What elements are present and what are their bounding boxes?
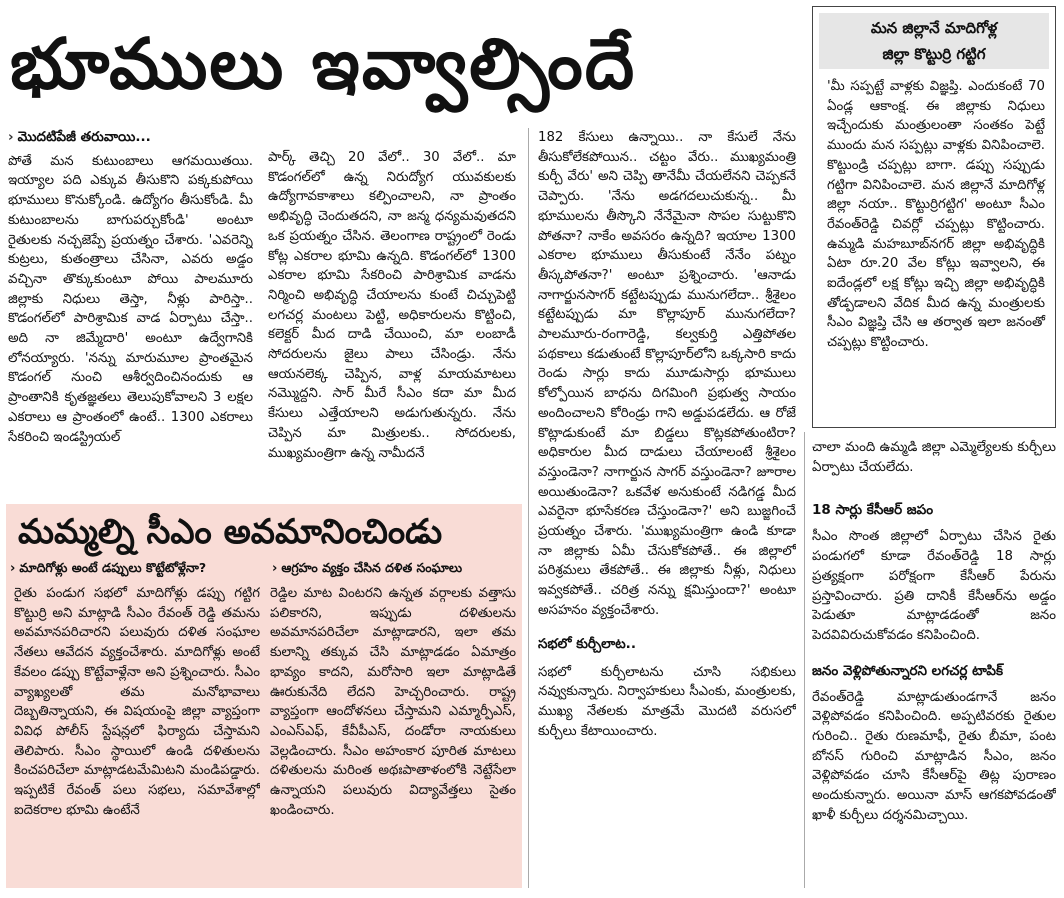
column-3-tail-text: సభలో కుర్చీలాటను చూసి సభికులు నవ్వుకున్నారు. నిర్వాహకులు సీఎంకు, మంత్రులకు, ముఖ్య నేతలకు మాత్రమే మొదటి వరుసలో కుర్చీలు కేటాయించారు. xyxy=(538,664,796,739)
column-4-bottom-text: రేవంత్‌రెడ్డి మాట్లాడుతుండగానే జనం వెళ్లిపోవడం కనిపించింది. అప్పటివరకు రైతుల గురించి.. రైతు రుణమాఫీ, రైతు బీమా, పంట బోనస్ గురించి మాట్లాడిన సీఎం, జనం వెళ్లిపోవడం చూసి కేసీఆర్‌పై తిట్ల పురాణం అందుకున్నారు. అయినా మాస్ ఆగకపోవడంతో ఖాళీ కుర్చీలు దర్శనమిచ్చాయి. xyxy=(812,689,1056,823)
arrow-right-icon: › xyxy=(10,561,16,576)
kicker-text: మొదటిపేజీ తరువాయి... xyxy=(17,129,151,145)
tag-left-text: మాదిగోళ్లు అంటే డప్పులు కొట్టేటోళ్లేనా? xyxy=(19,560,207,575)
sub-article-column-right xyxy=(270,584,516,884)
article-column-3 xyxy=(538,128,796,888)
sidebar-box xyxy=(812,6,1056,428)
column-divider xyxy=(804,432,805,888)
sub-article-left-text: రైతు పండుగ సభలో మాదిగోళ్లు డప్పు గట్టిగ కొట్టుర్రి అని మాట్లాడి సీఎం రేవంత్ రెడ్డి తమను అవమానపరిచారని పలువురు దళిత సంఘాల నేతలు ఆవేదన వ్యక్తంచేశారు. మాదిగోళ్లు అంటే కేవలం డప్పు కొట్టేవాళ్లేనా అని ప్రశ్నించారు. సీఎం వ్యాఖ్యలతో తమ మనోభావాలు దెబ్బతిన్నాయని, ఈ విషయంపై జిల్లా వ్యాప్తంగా వివిధ పోలీస్ స్టేషన్లలో ఫిర్యాదు చేస్తామని తెలిపారు. సీఎం స్థాయిలో ఉండి దళితులను కించపరిచేలా మాట్లాడటమేమిటని మండిపడ్డారు. ఇప్పటికే రేవంత్ పలు సభలు, సమావేశాల్లో ఐదెకరాల భూమి ఉంటేనే xyxy=(14,586,260,818)
sidebar-body: 'మీ సప్పట్టే వాళ్లకు విజ్ఞప్తి. ఎందుకంటే 70 ఏండ్ల ఆకాంక్ష. ఈ జిల్లాకు నిధులు ఇచ్చేందుకు మంత్రులంతా సంతకం పెట్టే ముందు మన సప్పట్లు వాళ్లకు వినిపించాలె. కొట్టుండ్రి చప్పట్లు బాగా. డప్పు సప్పుడు గట్టిగా వినిపించాలె. మన జిల్లానే మాదిగోళ్ల జిల్లా నయా.. కొట్టుర్రిగట్టిగ' అంటూ సీఎం రేవంత్‌రెడ్డి చివర్లో చప్పట్లు కొట్టించారు. ఉమ్మడి మహబూబ్‌నగర్ జిల్లా అభివృద్ధికి ఏటా రూ.20 వేల కోట్లు ఇవ్వాలని, ఈ ఐదేండ్లలో లక్ష కోట్లు ఇచ్చి జిల్లా అభివృద్ధికి తోడ్పడాలని వేదిక మీద ఉన్న మంత్రులకు సీఎం విజ్ఞప్తి చేసి ఆ తర్వాత ఇలా జనంతో చప్పట్లు కొట్టించారు. xyxy=(827,79,1045,351)
tag-right-text: ఆగ్రహం వ్యక్తం చేసిన దళిత సంఘాలు xyxy=(281,560,463,575)
arrow-right-icon: › xyxy=(272,561,278,576)
column-divider xyxy=(528,128,529,888)
sub-article-right-text: రెడ్డిల మాట వింటరని ఉన్నత వర్గాలకు వత్తాసు పలికారని, ఇప్పుడు దళితులను అవమానపరిచేలా మాట్లాడారని, ఇలా తమ కులాన్ని తక్కువ చేసి మాట్లాడడం ఏమాత్రం భావ్యం కాదని, మరోసారి ఇలా మాట్లాడితే ఊరుకునేది లేదని హెచ్చరించారు. రాష్ట్ర వ్యాప్తంగా ఆందోళనలు చేస్తామని ఎమ్మార్పీఎస్, ఎంఎస్ఎఫ్, కేవీపీఎస్, దండోరా నాయకులు వెల్లడించారు. సీఎం అహంకార పూరిత మాటలు దళితులను మరింత అథఃపాతాళంలోకి నెట్టేసేలా ఉన్నాయని పలువురు విద్యావేత్తలు సైతం ఖండించారు. xyxy=(270,586,516,818)
arrow-right-icon: › xyxy=(8,129,14,145)
article-column-4 xyxy=(812,438,1056,888)
tag-right xyxy=(272,556,462,581)
article-column-2 xyxy=(268,148,516,498)
sub-article-tags xyxy=(6,556,522,582)
column-2-text: పార్క్ తెచ్చి 20 వేలో.. 30 వేలో.. మా కొడంగల్‌లో ఉన్న నిరుద్యోగ యువకులకు ఉద్యోగావకాశాలు కల్పించాలని, నా ప్రాంతం అభివృద్ధి చెందుతదని, నా జన్మ ధన్యమవుతదని ఒక ప్రయత్నం చేసిన. తెలంగాణ రాష్ట్రంలో రెండు కోట్ల ఎకరాల భూమి ఉన్నది. కొడంగల్‌లో 1300 ఎకరాల భూమి సేకరించి పారిశ్రామిక వాడను నిర్మించి అభివృద్ధి చేయాలను కుంటే చిచ్చుపెట్టి లగచర్ల మంటలు పెట్టి, అధికారులను కొట్టించి, కలెక్టర్ మీద దాడి చేయించి, మా లంబాడీ సోదరులను జైలు పాలు చేసిండ్రు. నేను ఆయనలెక్క చెప్పిన, వాళ్ల మాయమాటలు నమ్మొద్దని. సార్ మీరే సీఎం కదా మా మీద కేసులు ఎత్తేయాలని అడుగుతున్నరు. నేను చెప్పిన మా మిత్రులకు.. సోదరులకు, ముఖ్యమంత్రిగా ఉన్న నామీదనే xyxy=(268,150,516,461)
headline: భూములు ఇవ్వాల్సిందే xyxy=(10,23,637,105)
section-heading-lagacharla: జనం వెళ్లిపోతున్నారని లగచర్ల టాపిక్ xyxy=(812,662,1004,679)
sidebar-title-line-2: జిల్లా కొట్టుర్రి గట్టిగ xyxy=(882,45,986,63)
sidebar-title xyxy=(819,13,1049,69)
column-3-text: 182 కేసులు ఉన్నాయి.. నా కేసులే నేను తీసుకోలేకపోయిన.. చట్టం వేరు.. ముఖ్యమంత్రి కుర్చీ వేరు' అని చెప్పి తానేమీ చేయలేనని చెప్పకనే చెప్పారు. 'నేను అడగదలుచుకున్న.. మీ భూములను తీస్కొని నేనేమైనా సొపల సుట్టుకొని పోతనా? నాకేం అవసరం ఉన్నది? ఇయాల 1300 ఎకరాల భూములు తీసుకుంటే నేనేం పట్నం తీస్కపోతనా?' అంటూ ప్రశ్నించారు. 'ఆనాడు నాగార్జునసాగర్ కట్టేటప్పుడు మునుగలేదా.. శ్రీశైలం కట్టేటప్పుడు మా కొల్లాపూర్ మునుగలేదా? పాలమూరు-రంగారెడ్డి, కల్వకుర్తి ఎత్తిపోతల పథకాలు కడుతుంటే కొల్లాపూర్‌లోని ఒక్కసారి కాదు రెండు సార్లు కాదు మూడుసార్లు భూములు కోల్పోయిన బాధను దిగమింగి ప్రభుత్వ సాయం అందించాలని కోరిండ్రు గాని అడ్డుపడలేదు. ఆ రోజే కొట్లాడుకుంటే మా బిడ్డలు కొట్లకపోతుంటిరా? అధికారుల మీద దాడులు చేయాలంటే శ్రీశైలం వస్తుండెనా? నాగార్జున సాగర్ వస్తుండెనా? జూరాల అయితుండెనా? ఒకవేళ అనుకుంటే నడిగడ్డ మీద ఎవరైనా భూసేకరణ చేస్తుండెనా?' అని బుజ్జగించే ప్రయత్నం చేశారు. 'ముఖ్యమంత్రిగా ఉండి కూడా నా జిల్లాకు ఏమీ చేసుకోకపోతే.. ఈ జిల్లాలో పరిశ్రమలు తేకపోతే.. ఈ జిల్లాకు నీళ్లు, నిధులు ఇవ్వకపోతే.. చరిత్ర నన్ను క్షమిస్తుందా?' అంటూ అసహనం వ్యక్తంచేశారు. xyxy=(538,130,796,618)
column-4-top-text: చాలా మంది ఉమ్మడి జిల్లా ఎమ్మెల్యేలకు కుర్చీలు ఏర్పాటు చేయలేదు. xyxy=(812,440,1056,475)
sub-article-headline: మమ్మల్ని సీఎం అవమానించిండు xyxy=(18,512,443,552)
tag-left xyxy=(10,556,206,581)
continuation-kicker xyxy=(8,128,253,148)
article-column-1 xyxy=(8,128,253,500)
column-1-text: పోతే మన కుటుంబాలు ఆగమయితయి. ఇయ్యాల పది ఎక్కువ తీసుకొని పక్కకుపోయి భూములు కొనుక్కోండి. ఉద్యోగం తీసుకోండి. మీ కుటుంబాలను బాగుపర్చుకోండి' అంటూ రైతులకు నచ్చజెప్పే ప్రయత్నం చేశారు. 'ఎవరెన్ని కుట్రలు, కుతంత్రాలు చేసినా, ఎవరు అడ్డం వచ్చినా తొక్కుకుంటూ పోయి పాలమూరు జిల్లాకు నిధులు తెస్తా, నీళ్లు పారిస్తా.. కొడంగల్‌లో పారిశ్రామిక వాడ ఏర్పాటు చేస్తా.. అది నా జిమ్మేదారి' అంటూ ఉద్వేగానికి లోనయ్యారు. 'నన్ను మారుమూల ప్రాంతమైన కొడంగల్ నుంచి ఆశీర్వదించినందుకు ఆ ప్రాంతానికి కృతజ్ఞతలు తెలుపుకోవాలని 3 లక్షల ఎకరాలు ఆ ప్రాంతంలో ఉంటే.. 1300 ఎకరాలు సేకరించి ఇండస్ట్రియల్ xyxy=(8,153,253,445)
sub-article-column-left xyxy=(14,584,260,884)
sidebar-title-line-1: మన జిల్లానే మాదిగోళ్ల xyxy=(870,19,998,37)
column-4-mid-text: సీఎం సొంత జిల్లాలో ఏర్పాటు చేసిన రైతు పండుగలో కూడా రేవంత్‌రెడ్డి 18 సార్లు ప్రత్యక్షంగా పరోక్షంగా కేసీఆర్ పేరును ప్రస్తావించారు. ప్రతి దానికీ కేసీఆర్‌ను అడ్డం పెడుతూ మాట్లాడడంతో జనం పెదవివిరుచుకోవడం కనిపించింది. xyxy=(812,529,1056,643)
section-heading-chairs: సభలో కుర్చీలాట.. xyxy=(538,635,636,652)
section-heading-kcr: 18 సార్లు కేసీఆర్ జపం xyxy=(812,502,934,519)
